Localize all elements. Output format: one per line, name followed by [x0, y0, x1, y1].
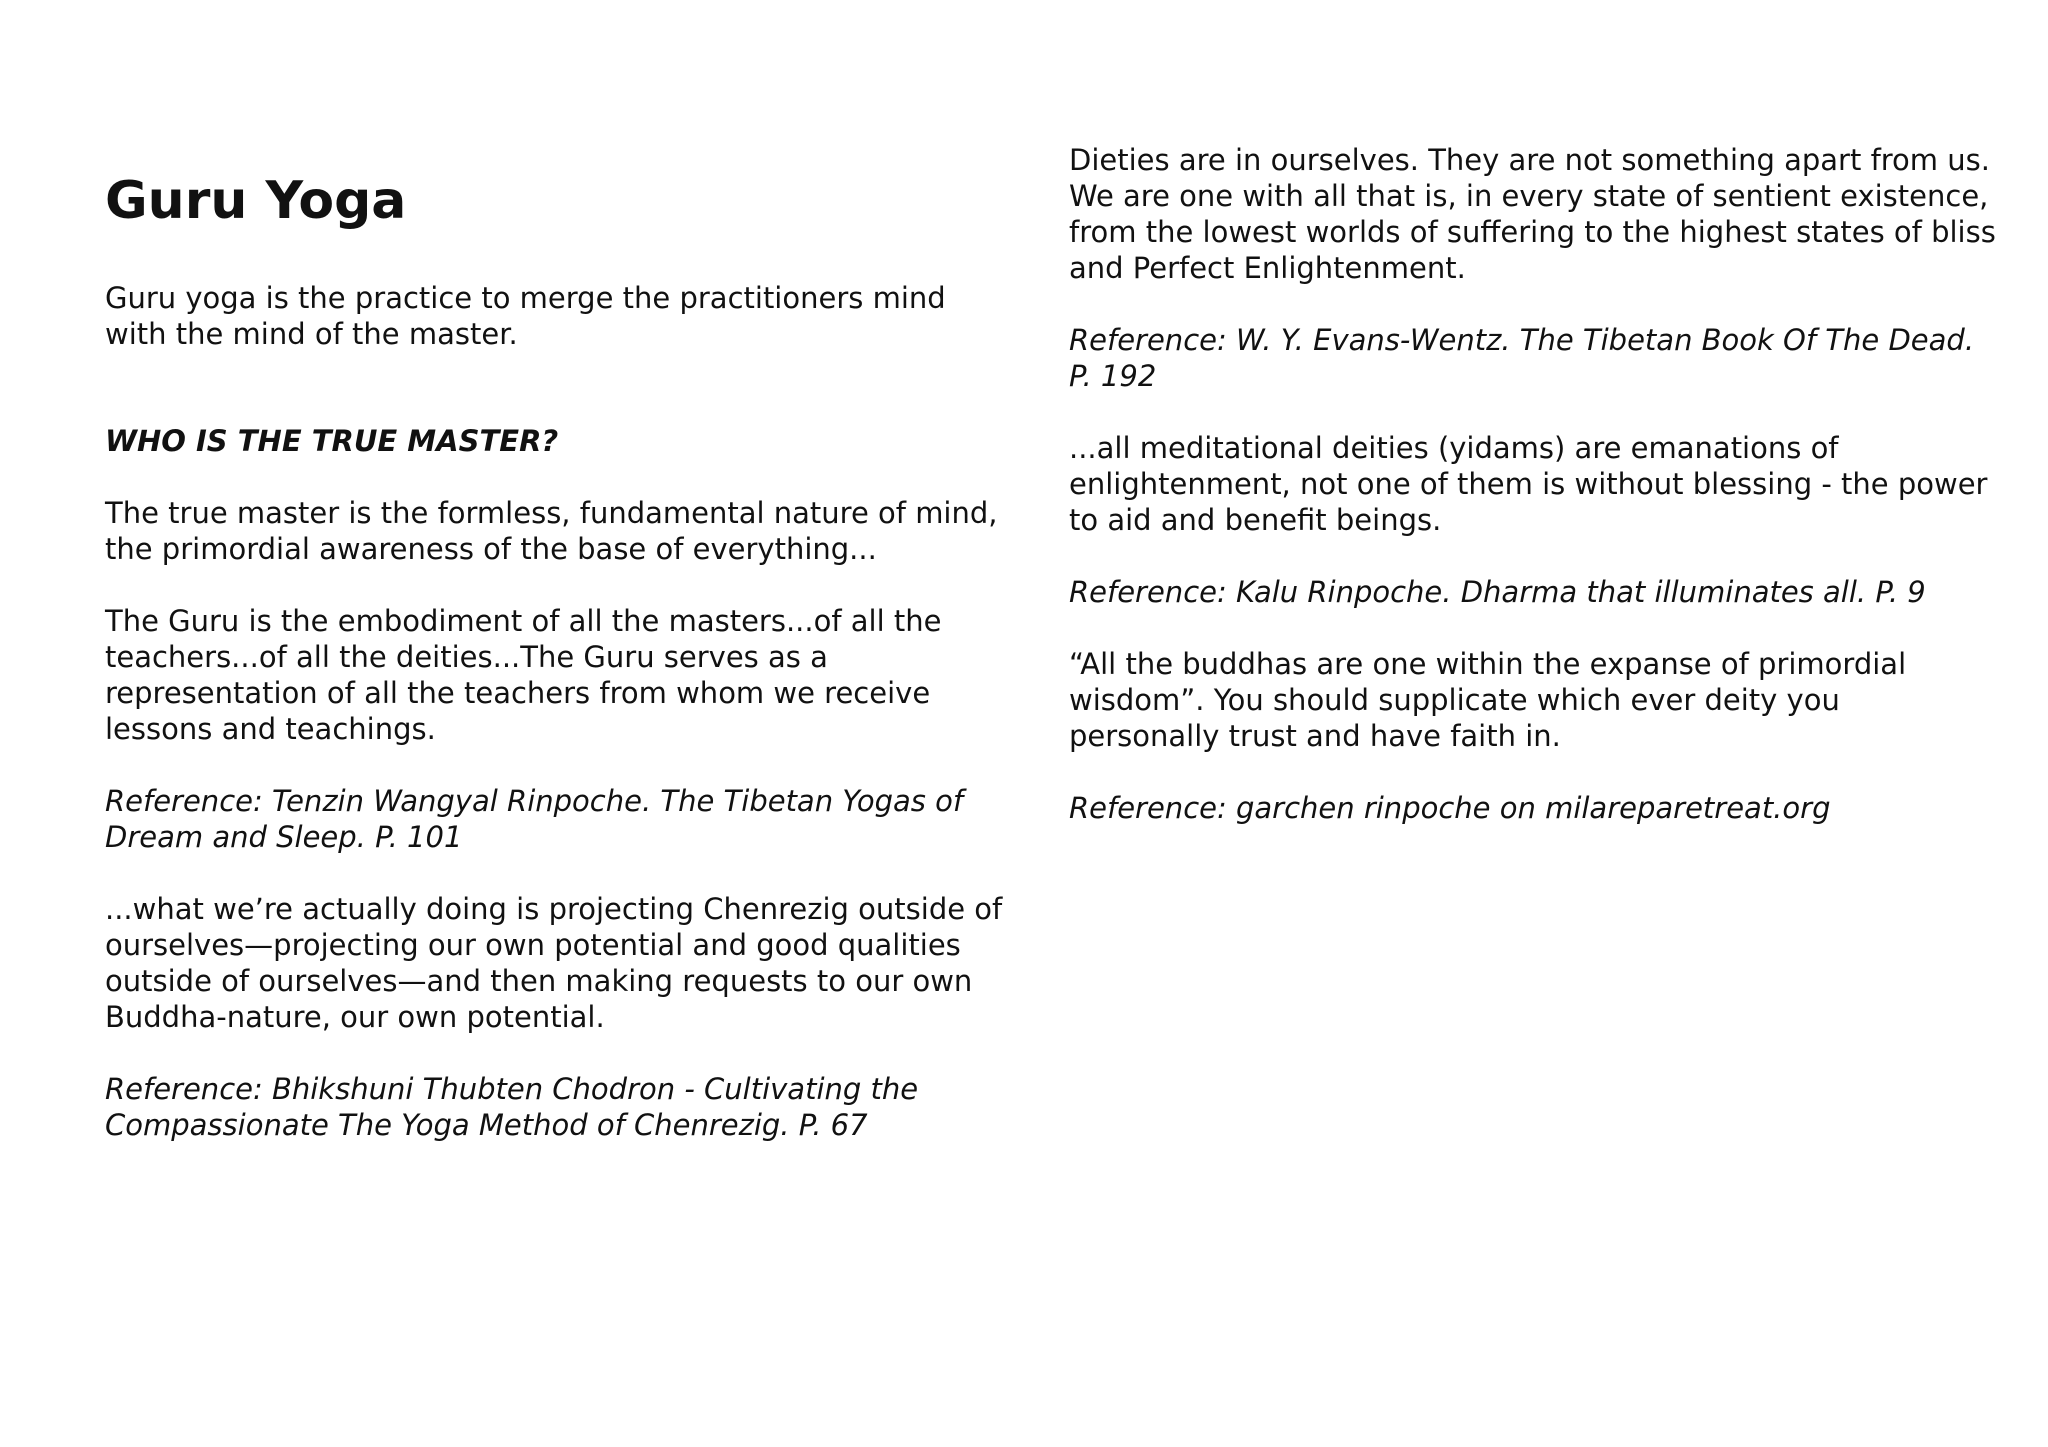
reference-wangyal: Reference: Tenzin Wangyal Rinpoche. The Tibetan Yogas of Dream and Sleep. P. 101 [105, 784, 964, 854]
deities-paragraph: Dieties are in ourselves. They are not something apart from us. We are one with all that is, in every state of sentient existence, from the lowest worlds of suffering to the highest states of bliss and Perfect Enlightenment. [1069, 143, 1996, 285]
guru-embodiment-paragraph: The Guru is the embodiment of all the masters...of all the teachers...of all the deities...The Guru serves as a representation of all the teachers from whom we receive lessons and teachings. [105, 604, 942, 746]
true-master-paragraph: The true master is the formless, fundamental nature of mind, the primordial awareness of the base of everything... [105, 496, 998, 566]
reference-chodron: Reference: Bhikshuni Thubten Chodron - Cultivating the Compassionate The Yoga Method of Chenrezig. P. 67 [105, 1072, 919, 1142]
intro-paragraph: Guru yoga is the practice to merge the practitioners mind with the mind of the master. [105, 281, 946, 351]
reference-kalu: Reference: Kalu Rinpoche. Dharma that illuminates all. P. 9 [1069, 575, 1926, 609]
page-title: Guru Yoga [105, 171, 407, 231]
chenrezig-paragraph: ...what we’re actually doing is projecting Chenrezig outside of ourselves—projecting our own potential and good qualities outside of ourselves—and then making requests to our own Buddha-nature, our own potential. [105, 892, 1003, 1034]
section-heading: WHO IS THE TRUE MASTER? [105, 424, 559, 458]
reference-garchen: Reference: garchen rinpoche on milareparetreat.org [1069, 791, 1831, 825]
reference-evans-wentz: Reference: W. Y. Evans-Wentz. The Tibetan Book Of The Dead. P. 192 [1069, 323, 1975, 393]
buddhas-paragraph: “All the buddhas are one within the expanse of primordial wisdom”. You should supplicate which ever deity you personally trust and have faith in. [1069, 647, 1907, 753]
yidams-paragraph: ...all meditational deities (yidams) are emanations of enlightenment, not one of them is without blessing - the power to aid and benefit beings. [1069, 431, 1988, 537]
